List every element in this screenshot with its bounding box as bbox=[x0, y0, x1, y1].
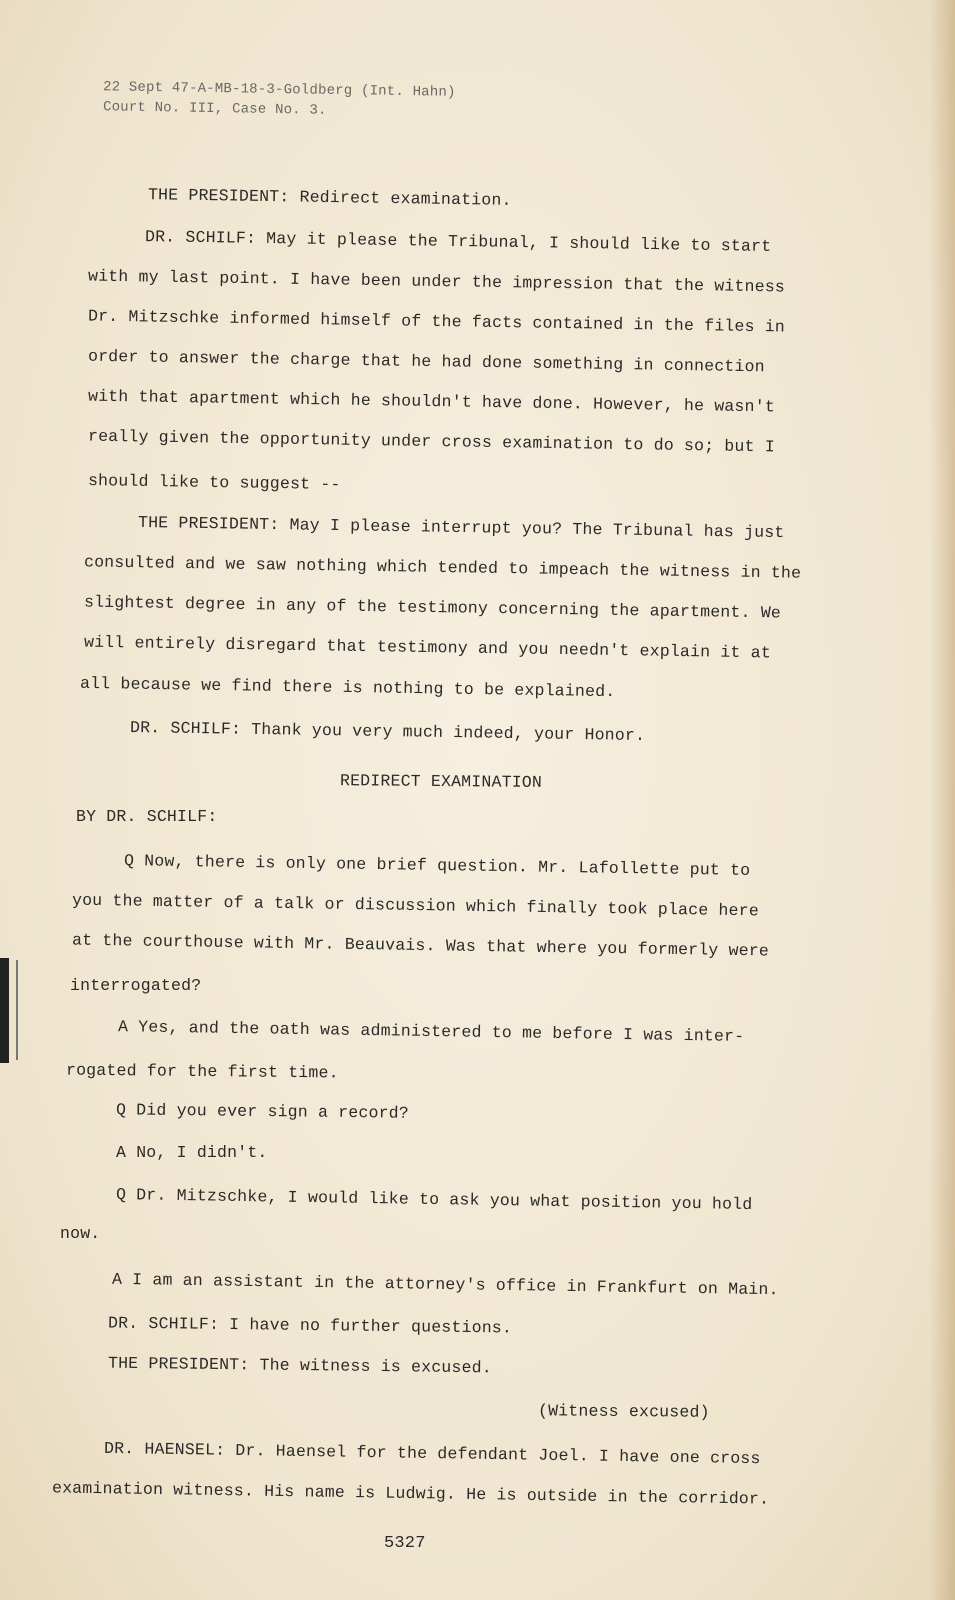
text-line: really given the opportunity under cross examination to do so; but I bbox=[87, 426, 776, 457]
text-line: interrogated? bbox=[70, 976, 202, 995]
text-line: consulted and we saw nothing which tended to impeach the witness in the bbox=[83, 552, 802, 583]
text-line: DR. HAENSEL: Dr. Haensel for the defendant Joel. I have one cross bbox=[103, 1438, 761, 1469]
text-line: at the courthouse with Mr. Beauvais. Was that where you formerly were bbox=[71, 930, 770, 961]
text-line: now. bbox=[60, 1224, 101, 1243]
text-line: will entirely disregard that testimony and you needn't explain it at bbox=[83, 632, 772, 663]
text-line: THE PRESIDENT: The witness is excused. bbox=[107, 1353, 492, 1378]
page-number: 5327 bbox=[384, 1534, 426, 1553]
binder-mark bbox=[0, 958, 9, 1063]
text-line: Dr. Mitzschke informed himself of the facts contained in the files in bbox=[87, 306, 786, 337]
text-line: Q Now, there is only one brief question. Mr. Lafollette put to bbox=[123, 851, 751, 880]
text-line: with my last point. I have been under the impression that the witness bbox=[87, 266, 786, 297]
text-line: Q Did you ever sign a record? bbox=[115, 1100, 410, 1123]
text-line: all because we find there is nothing to be explained. bbox=[79, 673, 616, 702]
binder-line bbox=[16, 960, 18, 1060]
text-line: you the matter of a talk or discussion which finally took place here bbox=[71, 890, 760, 921]
header-line-2: Court No. III, Case No. 3. bbox=[102, 99, 327, 119]
text-line: should like to suggest -- bbox=[87, 471, 341, 494]
text-line: rogated for the first time. bbox=[65, 1060, 339, 1083]
text-line: BY DR. SCHILF: bbox=[76, 807, 218, 826]
text-line: Q Dr. Mitzschke, I would like to ask you what position you hold bbox=[115, 1185, 753, 1214]
text-line: A Yes, and the oath was administered to me before I was inter- bbox=[117, 1017, 745, 1046]
header-line-1: 22 Sept 47-A-MB-18-3-Goldberg (Int. Hahn) bbox=[102, 79, 456, 101]
text-line: DR. SCHILF: I have no further questions. bbox=[107, 1313, 513, 1338]
text-line: DR. SCHILF: May it please the Tribunal, I should like to start bbox=[144, 227, 772, 256]
text-line: with that apartment which he shouldn't have done. However, he wasn't bbox=[87, 386, 776, 417]
text-line: order to answer the charge that he had done something in connection bbox=[87, 346, 765, 377]
text-line: slightest degree in any of the testimony concerning the apartment. We bbox=[83, 592, 782, 623]
section-heading: REDIRECT EXAMINATION bbox=[339, 771, 543, 792]
text-line: A I am an assistant in the attorney's office in Frankfurt on Main. bbox=[111, 1269, 779, 1300]
text-line: (Witness excused) bbox=[537, 1401, 710, 1422]
text-line: examination witness. His name is Ludwig. He is outside in the corridor. bbox=[51, 1478, 770, 1509]
text-line: THE PRESIDENT: Redirect examination. bbox=[147, 185, 512, 210]
text-line: DR. SCHILF: Thank you very much indeed, your Honor. bbox=[129, 717, 646, 746]
text-line: THE PRESIDENT: May I please interrupt you? The Tribunal has just bbox=[137, 512, 785, 543]
text-line: A No, I didn't. bbox=[116, 1143, 268, 1162]
